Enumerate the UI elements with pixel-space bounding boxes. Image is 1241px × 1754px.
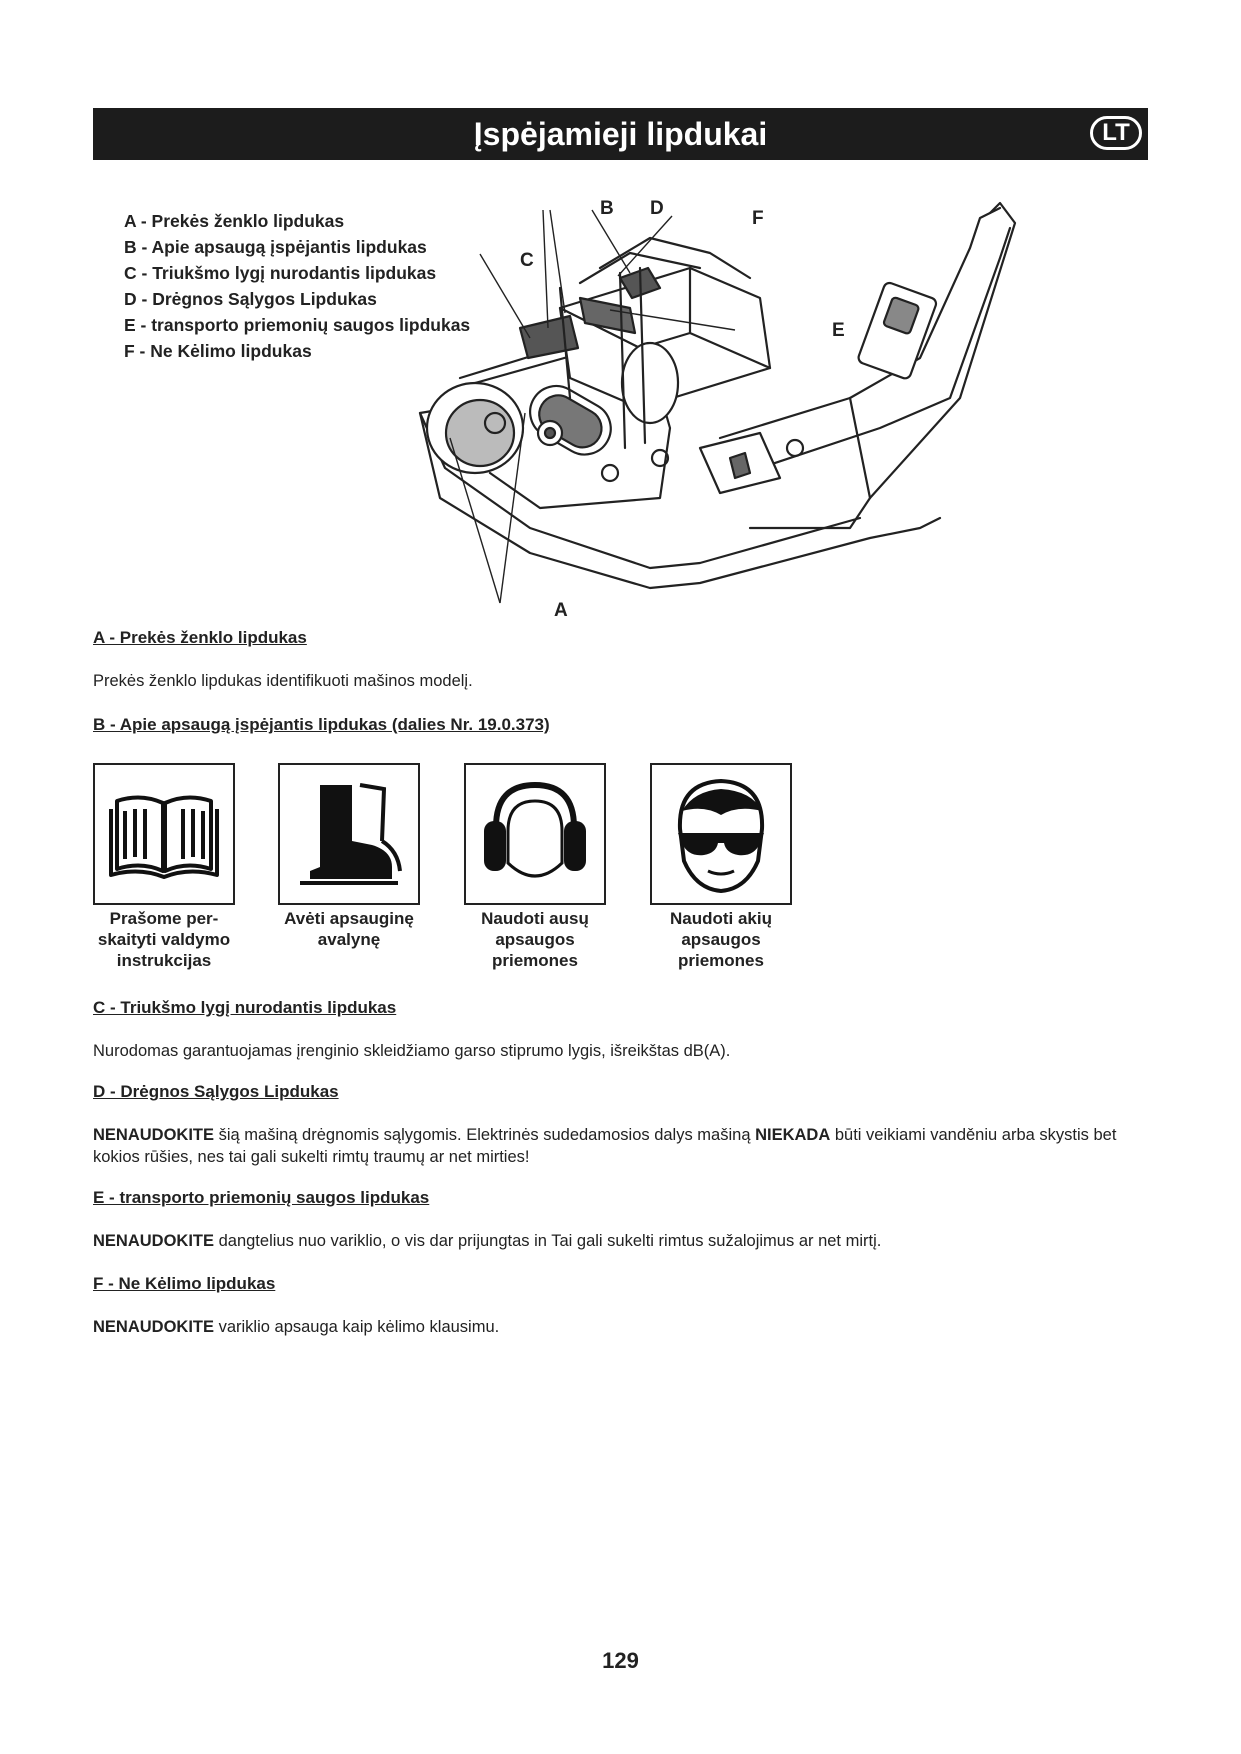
safety-boot-icon [286,771,412,897]
section-d-heading: D - Drėgnos Sąlygos Lipdukas [93,1082,339,1101]
ear-protection-icon [472,771,598,897]
plate-compactor-illustration [400,198,1145,628]
caption-ear-protection [445,908,625,971]
legend-item-f: F - Ne Kėlimo lipdukas [124,341,312,361]
section-e-heading: E - transporto priemonių saugos lipdukas [93,1188,430,1207]
sign-read-manual [93,763,235,905]
caption-line: instrukcijas [116,951,212,970]
caption-read-manual [74,908,254,971]
body-text: šią mašiną drėgnomis sąlygomis. Elektrinės sudedamosios dalys mašiną [214,1126,756,1144]
sign-ear-protection [464,763,606,905]
callout-a: A [554,600,568,621]
caption-safety-boots [259,908,439,950]
plate-compactor-drawing [400,198,1145,628]
legend-item-b: B - Apie apsaugą įspėjantis lipdukas [124,237,427,257]
header-bar [93,108,1148,160]
body-text: būti veikiami vanděniu arba skystis bet kokios rūšies, nes tai gali sukelti rimtų traumų ar net mirties! [93,1126,1117,1166]
caption-line: Prašome per- [109,909,219,928]
section-c-body: Nurodomas garantuojamas įrenginio skleidžiamo garso stiprumo lygis, išreikštas dB(A). [93,1042,731,1060]
section-f-body [93,1316,1143,1338]
legend-item-c: C - Triukšmo lygį nurodantis lipdukas [124,263,437,283]
warning-keyword: NIEKADA [755,1126,831,1144]
legend-item-a: A - Prekės ženklo lipdukas [124,211,345,231]
caption-line: avalynę [317,930,381,949]
caption-line: apsaugos [681,930,761,949]
warning-keyword: NENAUDOKITE [93,1318,215,1336]
legend-item-d: D - Drėgnos Sąlygos Lipdukas [124,289,377,309]
section-d-body [93,1124,1143,1168]
eye-protection-icon [658,771,784,897]
callout-b: B [600,198,614,219]
caption-line: priemones [678,951,764,970]
warning-keyword: NENAUDOKITE [93,1126,215,1144]
section-c-heading: C - Triukšmo lygį nurodantis lipdukas [93,998,397,1017]
sign-safety-boots [278,763,420,905]
sign-eye-protection [650,763,792,905]
caption-line: Naudoti akių [669,909,772,928]
caption-line: Avėti apsauginę [284,909,414,928]
caption-line: skaityti valdymo [97,930,231,949]
warning-keyword: NENAUDOKITE [93,1232,215,1250]
page-number: 129 [602,1648,639,1673]
section-a-heading: A - Prekės ženklo lipdukas [93,628,307,647]
caption-line: apsaugos [495,930,575,949]
callout-c: C [520,250,534,271]
section-a-body: Prekės ženklo lipdukas identifikuoti mašinos modelį. [93,672,473,690]
caption-line: priemones [492,951,578,970]
page-title: Įspėjamieji lipdukai [473,116,768,152]
section-b-heading: B - Apie apsaugą įspėjantis lipdukas (dalies Nr. 19.0.373) [93,715,550,734]
legend-item-e: E - transporto priemonių saugos lipdukas [124,315,471,335]
caption-line: Naudoti ausų [481,909,589,928]
callout-f: F [752,208,764,229]
language-badge: LT [1090,116,1142,150]
callout-d: D [650,198,664,219]
body-text: dangtelius nuo variklio, o vis dar prijungtas in Tai gali sukelti rimtus sužalojimus ar net mirtį. [214,1232,882,1250]
section-e-body [93,1230,1143,1252]
section-f-heading: F - Ne Kėlimo lipdukas [93,1274,276,1293]
caption-eye-protection [631,908,811,971]
manual-book-icon [101,771,227,897]
callout-e: E [832,320,845,341]
body-text: variklio apsauga kaip kėlimo klausimu. [214,1318,500,1336]
